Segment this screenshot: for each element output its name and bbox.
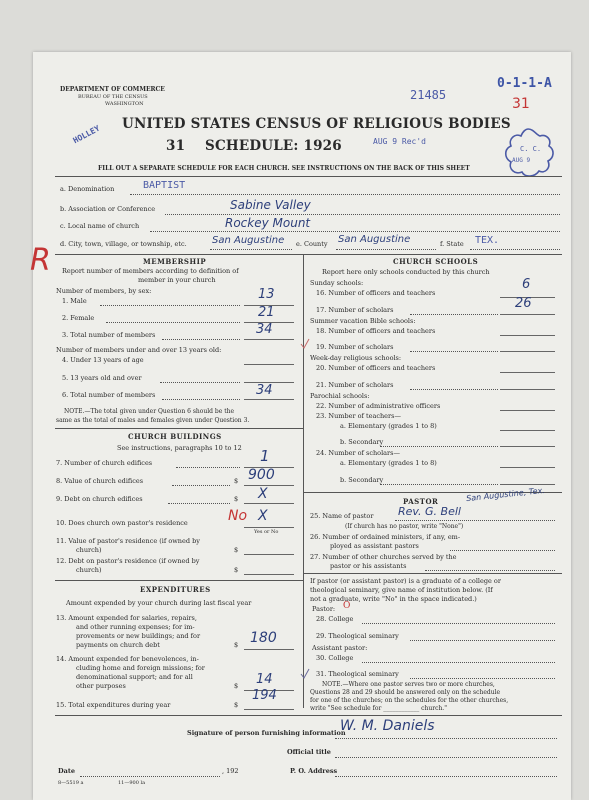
grad-text-1: If pastor (or assistant pastor) is a graduate of a college or: [310, 577, 501, 585]
city-field-label: d. City, town, village, or township, etc.: [60, 240, 187, 248]
q25-label: 25. Name of pastor: [310, 512, 374, 520]
form-code: 8—5519 a: [58, 780, 84, 786]
county-value: San Augustine: [338, 234, 411, 245]
q12-label-2: church): [76, 566, 102, 574]
cc-stamp-label: C. C.: [520, 145, 542, 153]
q1-leader: [100, 305, 240, 306]
received-stamp: AUG 9 Rec'd: [373, 137, 426, 146]
pastor-note-3: for one of the churches; on the schedules for the other churches,: [310, 697, 509, 704]
q19-label: 19. Number of scholars: [316, 343, 394, 351]
q8-value: 900: [248, 467, 275, 483]
po-address-field[interactable]: [335, 776, 557, 777]
q2-leader: [106, 322, 240, 323]
buildings-rule: [55, 580, 303, 581]
signature-label: Signature of person furnishing information: [187, 729, 346, 737]
sunday-label: Sunday schools:: [310, 279, 364, 287]
denomination-field[interactable]: [130, 194, 560, 195]
state-field[interactable]: [470, 249, 560, 250]
q6-label: 6. Total number of members: [62, 391, 156, 399]
q17-field[interactable]: [500, 314, 555, 315]
q13-label-3: provements or new buildings; and for: [76, 632, 201, 640]
q19-field[interactable]: [500, 351, 555, 352]
q9-label: 9. Debt on church edifices: [56, 495, 143, 503]
membership-note-1: NOTE.—The total given under Question 6 should be the: [64, 408, 235, 415]
red-r-mark: R: [30, 243, 51, 278]
holley-stamp: HOLLEY: [71, 123, 102, 146]
q3-value: 34: [256, 322, 273, 337]
q8-field[interactable]: [244, 485, 294, 486]
q24-label: 24. Number of scholars—: [316, 449, 400, 457]
pastor-note-4: write "See schedule for ____________ church.": [310, 705, 447, 712]
q13-value: 180: [250, 630, 277, 646]
pastor-red-mark: O: [343, 601, 351, 611]
q14-label-3: denominational support; and for all: [76, 673, 193, 681]
county-field[interactable]: [336, 249, 436, 250]
q17-leader: [410, 314, 498, 315]
corner-code: 0-1-1-A: [497, 76, 552, 91]
q10-label: 10. Does church own pastor's residence: [56, 519, 188, 527]
q23a-label: a. Elementary (grades 1 to 8): [340, 422, 437, 430]
pastor-sub-label: Pastor:: [312, 605, 336, 613]
q13-label-4: payments on church debt: [76, 641, 160, 649]
q9-leader: [168, 503, 230, 504]
pastor-location: San Augustine, Tex.: [465, 485, 546, 504]
q14-value: 14: [256, 672, 273, 687]
q16-value: 6: [522, 277, 531, 292]
q26-field[interactable]: [450, 550, 555, 551]
grad-text-3: not a graduate, write "No" in the space indicated.): [310, 595, 477, 603]
q25-note: (If church has no pastor, write "None"): [345, 523, 464, 530]
q22-label: 22. Number of administrative officers: [316, 402, 441, 410]
q5-label: 5. 13 years old and over: [62, 374, 142, 382]
q25-field[interactable]: [395, 520, 555, 521]
stamp-number: 21485: [410, 88, 447, 102]
q17-label: 17. Number of scholars: [316, 306, 394, 314]
q15-field[interactable]: [244, 709, 294, 710]
signature-field[interactable]: [335, 738, 557, 739]
dept-label: DEPARTMENT OF COMMERCE: [60, 86, 165, 93]
q26-label-2: ployed as assistant pastors: [330, 542, 419, 550]
q13-field[interactable]: [244, 649, 294, 650]
corner-number: 31: [512, 96, 530, 112]
pastor-title: PASTOR: [403, 497, 439, 506]
membership-intro-1: Report number of members according to definition of: [62, 267, 239, 275]
schools-intro: Report here only schools conducted by this church: [322, 268, 490, 276]
date-field[interactable]: [80, 776, 220, 777]
q4-field[interactable]: [244, 364, 294, 365]
expenditures-intro: Amount expended by your church during last fiscal year: [66, 599, 252, 607]
grad-text-2: theological seminary, give name of institution below. (If: [310, 586, 493, 594]
q6-field[interactable]: [244, 399, 294, 400]
q28-label: 28. College: [316, 615, 354, 623]
cc-stamp-icon: [500, 125, 556, 181]
footer-rule: [55, 715, 562, 716]
county-label: e. County: [296, 240, 328, 248]
q25-value: Rev. G. Bell: [398, 505, 461, 518]
q9-field[interactable]: [244, 503, 294, 504]
buildings-title: CHURCH BUILDINGS: [128, 432, 222, 441]
q30-label: 30. College: [316, 654, 354, 662]
q14-dollar: $: [234, 682, 239, 690]
q13-dollar: $: [234, 641, 239, 649]
state-label: f. State: [440, 240, 464, 248]
identity-rule: [55, 254, 562, 255]
q11-dollar: $: [234, 546, 239, 554]
weekday-label: Week-day religious schools:: [310, 354, 402, 362]
q8-label: 8. Value of church edifices: [56, 477, 144, 485]
q8-dollar: $: [234, 477, 239, 485]
q5-leader: [160, 382, 240, 383]
association-field[interactable]: [165, 214, 560, 215]
q9-value: X: [258, 486, 268, 502]
by-sex-label: Number of members, by sex:: [56, 287, 152, 295]
q27-label-1: 27. Number of other churches served by the: [310, 553, 457, 561]
q10-value: No: [228, 508, 248, 524]
membership-note-2: same as the total of males and females given under Question 3.: [56, 417, 250, 424]
q1-label: 1. Male: [62, 297, 87, 305]
q27-field[interactable]: [425, 570, 555, 571]
schools-title: CHURCH SCHOOLS: [393, 257, 479, 266]
pastor-note-1: NOTE.—Where one pastor serves two or more churches,: [322, 681, 495, 688]
q13-label-2: and other running expenses; for im-: [76, 623, 195, 631]
q15-label: 15. Total expenditures during year: [56, 701, 171, 709]
q23a-field[interactable]: [500, 430, 555, 431]
q28-field[interactable]: [362, 623, 555, 624]
yes-no-hint: Yes or No: [254, 529, 279, 535]
q15-value: 194: [252, 688, 277, 703]
q24a-field[interactable]: [500, 467, 555, 468]
pastor-note-2: Questions 28 and 29 should be answered only on the schedule: [310, 689, 501, 696]
q21-label: 21. Number of scholars: [316, 381, 394, 389]
pastor-rule: [303, 573, 562, 574]
summer-label: Summer vacation Bible schools:: [310, 317, 416, 325]
q22-field[interactable]: [500, 410, 555, 411]
print-code: 11—900 la: [118, 780, 146, 786]
q29-field[interactable]: [410, 640, 555, 641]
q24b-field[interactable]: [500, 484, 555, 485]
q6-value: 34: [256, 383, 273, 398]
official-title-field[interactable]: [335, 757, 557, 758]
membership-intro-2: member in your church: [138, 276, 216, 284]
instruction-line: FILL OUT A SEPARATE SCHEDULE FOR EACH CHURCH. SEE INSTRUCTIONS ON THE BACK OF THIS SHEET: [98, 165, 470, 172]
q14-label-1: 14. Amount expended for benevolences, in-: [56, 655, 199, 663]
local-name-label: c. Local name of church: [60, 222, 140, 230]
q31-label: 31. Theological seminary: [316, 670, 399, 678]
q19-leader: [410, 351, 498, 352]
buildings-intro: See instructions, paragraphs 10 to 12: [117, 444, 242, 452]
q14-label-2: cluding home and foreign missions; for: [76, 664, 205, 672]
header-rule: [55, 176, 562, 177]
q11-label-2: church): [76, 546, 102, 554]
q16-label: 16. Number of officers and teachers: [316, 289, 436, 297]
q18-label: 18. Number of officers and teachers: [316, 327, 436, 335]
city-field[interactable]: [210, 249, 292, 250]
q12-field[interactable]: [244, 574, 294, 575]
state-value: TEX.: [475, 235, 500, 246]
q7-value: 1: [260, 447, 270, 465]
q27-label-2: pastor or his assistants: [330, 562, 407, 570]
checkmark-icon: [300, 668, 310, 680]
city-value: San Augustine: [212, 235, 285, 246]
q14-label-4: other purposes: [76, 682, 126, 690]
q23b-field[interactable]: [500, 446, 555, 447]
asst-label: Assistant pastor:: [312, 644, 368, 652]
q31-field[interactable]: [410, 678, 555, 679]
q11-field[interactable]: [244, 554, 294, 555]
parochial-label: Parochial schools:: [310, 392, 370, 400]
q24a-label: a. Elementary (grades 1 to 8): [340, 459, 437, 467]
q7-leader: [176, 467, 240, 468]
q12-dollar: $: [234, 566, 239, 574]
signature-value: W. M. Daniels: [340, 718, 435, 734]
membership-rule: [55, 428, 303, 429]
q26-label-1: 26. Number of ordained ministers, if any, em-: [310, 533, 461, 541]
cc-stamp-date: AUG 9: [512, 157, 531, 164]
q1-value: 13: [258, 287, 275, 302]
q3-field[interactable]: [244, 339, 294, 340]
q13-label-1: 13. Amount expended for salaries, repairs,: [56, 614, 197, 622]
date-year: , 192: [222, 767, 239, 775]
q10-x-value: X: [258, 508, 268, 524]
under-over-label: Number of members under and over 13 years old:: [56, 346, 222, 354]
bureau-label: BUREAU OF THE CENSUS: [78, 94, 148, 100]
q12-label-1: 12. Debt on pastor's residence (if owned by: [56, 557, 200, 565]
q20-field[interactable]: [500, 372, 555, 373]
q2-label: 2. Female: [62, 314, 95, 322]
q18-field[interactable]: [500, 335, 555, 336]
q15-dollar: $: [234, 701, 239, 709]
q30-field[interactable]: [362, 662, 555, 663]
q23b-label: b. Secondary: [340, 438, 384, 446]
q20-label: 20. Number of officers and teachers: [316, 364, 436, 372]
po-address-label: P. O. Address: [290, 767, 338, 775]
q21-field[interactable]: [500, 389, 555, 390]
column-divider: [303, 254, 304, 708]
q3-label: 3. Total number of members: [62, 331, 156, 339]
q17-value: 26: [515, 296, 532, 311]
q7-label: 7. Number of church edifices: [56, 459, 153, 467]
q24b-leader: [380, 484, 498, 485]
checkmark-icon: [300, 338, 310, 350]
q24b-label: b. Secondary: [340, 476, 384, 484]
q29-label: 29. Theological seminary: [316, 632, 399, 640]
q23-label: 23. Number of teachers—: [316, 412, 401, 420]
expenditures-title: EXPENDITURES: [140, 585, 211, 594]
form-title: UNITED STATES CENSUS OF RELIGIOUS BODIES: [122, 116, 511, 132]
q2-value: 21: [258, 305, 275, 320]
association-label: b. Association or Conference: [60, 205, 156, 213]
q4-label: 4. Under 13 years of age: [62, 356, 144, 364]
q10-field[interactable]: [244, 527, 294, 528]
local-name-value: Rockey Mount: [225, 216, 311, 230]
q6-leader: [162, 399, 240, 400]
q23b-leader: [380, 446, 498, 447]
denomination-value: BAPTIST: [143, 180, 186, 191]
official-title-label: Official title: [287, 748, 331, 756]
city-label: WASHINGTON: [105, 101, 144, 107]
denomination-label: a. Denomination: [60, 185, 115, 193]
local-name-field[interactable]: [150, 231, 560, 232]
q8-leader: [172, 485, 230, 486]
q21-leader: [410, 389, 498, 390]
schedule-title: SCHEDULE: 1926: [205, 138, 342, 154]
schedule-number: 31: [166, 138, 186, 154]
date-label: Date: [58, 767, 75, 775]
q11-label-1: 11. Value of pastor's residence (if owned by: [56, 537, 200, 545]
association-value: Sabine Valley: [230, 198, 311, 212]
membership-title: MEMBERSHIP: [143, 257, 207, 266]
q3-leader: [162, 339, 240, 340]
q9-dollar: $: [234, 495, 239, 503]
